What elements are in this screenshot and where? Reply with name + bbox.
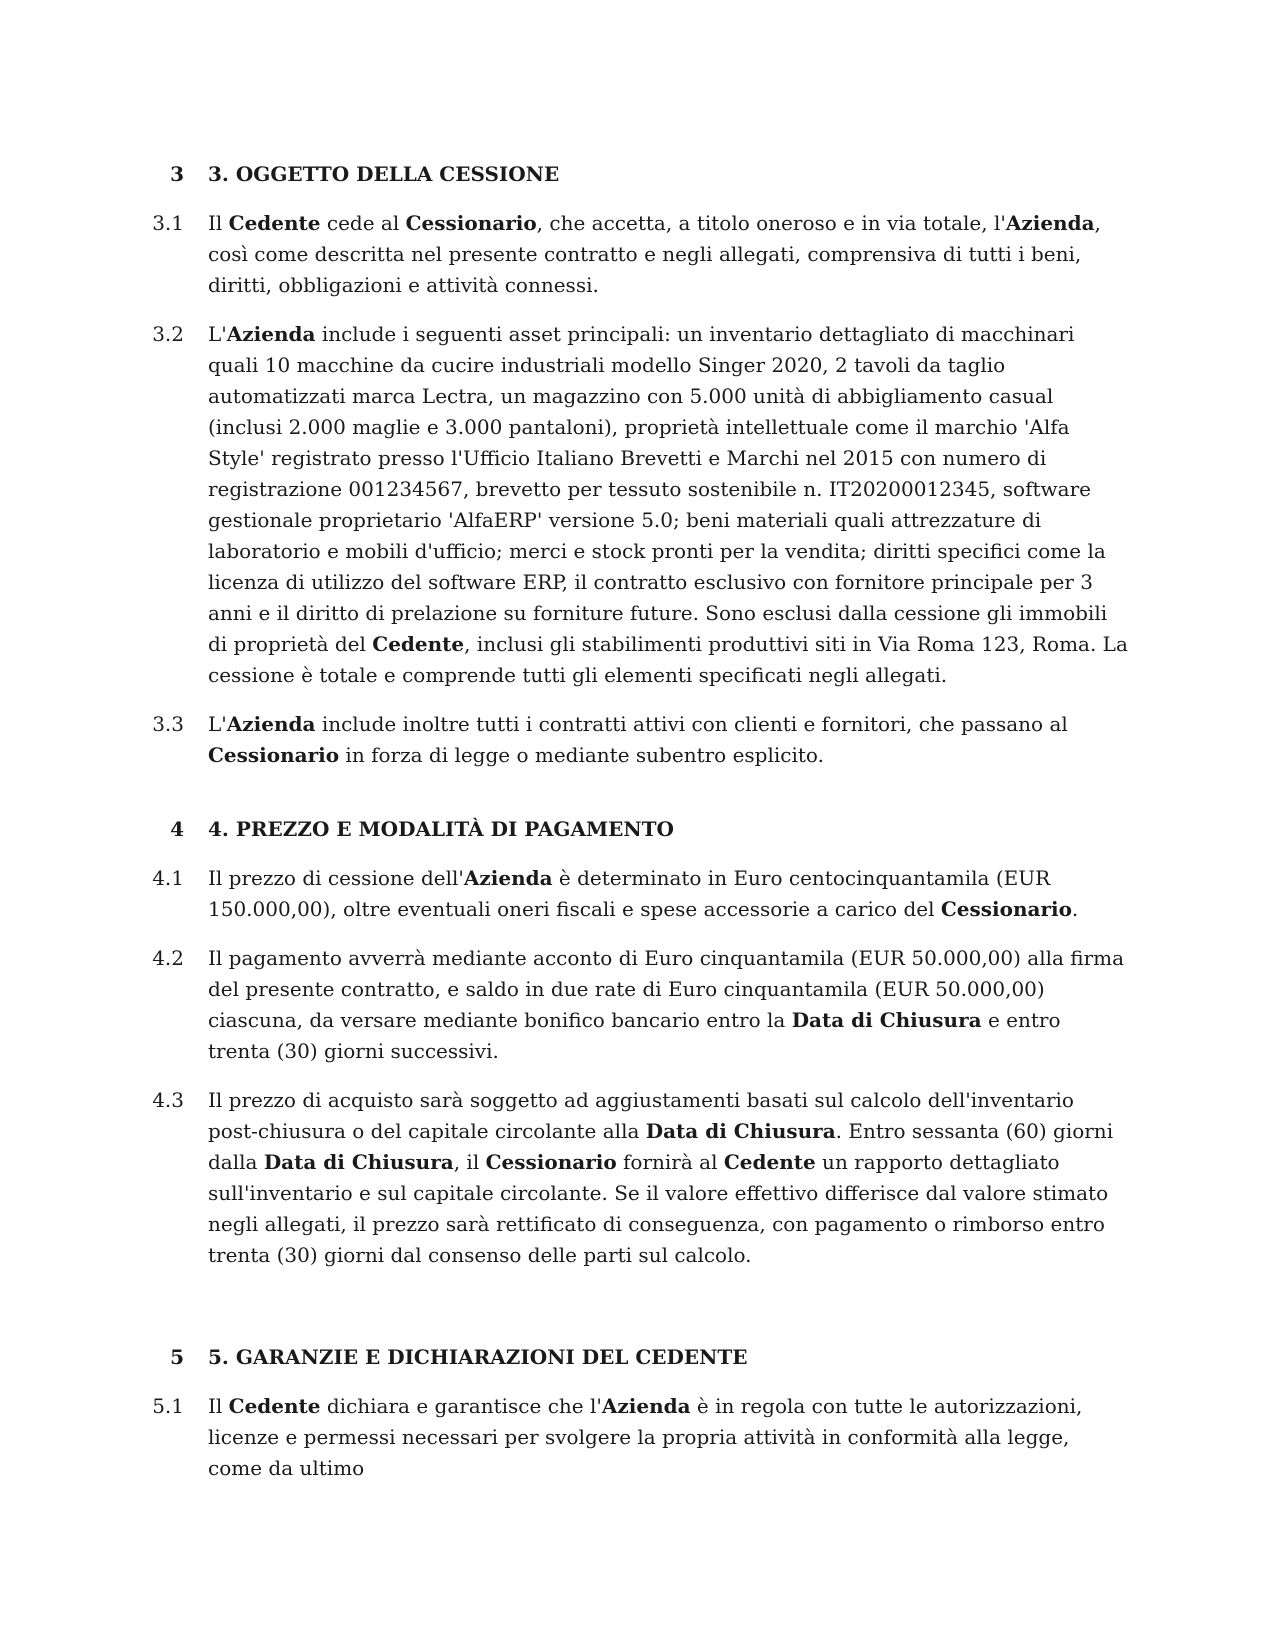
clause-3-3 <box>0 709 1275 771</box>
section-number: 3 <box>170 162 184 186</box>
clause-text <box>208 863 1128 925</box>
defined-term: Cessionario <box>485 1150 617 1174</box>
clause-number: 3.1 <box>152 211 184 235</box>
defined-term: Cedente <box>228 211 321 235</box>
defined-term: Azienda <box>226 712 316 736</box>
text-run: L' <box>208 712 227 736</box>
clause-4-3 <box>0 1085 1275 1271</box>
defined-term: Cedente <box>228 1394 321 1418</box>
text-run: è in regola con tutte le autorizzazioni, licenze e permessi necessari per svolgere la propria attività in conformità alla legge, come da ultimo <box>208 1394 1083 1480</box>
clause-5-1 <box>0 1391 1275 1484</box>
section-heading <box>0 813 1275 845</box>
defined-term: Data di Chiusura <box>645 1119 836 1143</box>
text-run: Il pagamento avverrà mediante acconto di Euro cinquantamila (EUR 50.000,00) alla firma del presente contratto, e saldo in due rate di Euro cinquantamila (EUR 50.000,00) ciascuna, da versare mediante bonifico bancario entro la <box>208 946 1125 1032</box>
defined-term: Azienda <box>226 322 316 346</box>
text-run: , il <box>453 1150 486 1174</box>
clause-number: 3.2 <box>152 322 184 346</box>
defined-term: Cedente <box>723 1150 816 1174</box>
defined-term: Cessionario <box>405 211 537 235</box>
clause-number: 4.1 <box>152 866 184 890</box>
clause-text <box>208 319 1128 691</box>
clause-number: 4.2 <box>152 946 184 970</box>
text-run: Il prezzo di cessione dell' <box>208 866 464 890</box>
text-run: , così come descritta nel presente contratto e negli allegati, comprensiva di tutti i beni, diritti, obbligazioni e attività connessi. <box>208 211 1101 297</box>
clause-text <box>208 1085 1128 1271</box>
section-4 <box>0 813 1275 1271</box>
defined-term: Cessionario <box>940 897 1072 921</box>
section-number: 4 <box>170 817 184 841</box>
text-run: Il <box>208 1394 229 1418</box>
text-run: , che accetta, a titolo oneroso e in via totale, l' <box>536 211 1006 235</box>
clause-3-1 <box>0 208 1275 301</box>
section-title: 5. GARANZIE E DICHIARAZIONI DEL CEDENTE <box>208 1345 748 1369</box>
clause-3-2 <box>0 319 1275 691</box>
text-run: in forza di legge o mediante subentro esplicito. <box>339 743 824 767</box>
defined-term: Data di Chiusura <box>263 1150 454 1174</box>
defined-term: Azienda <box>601 1394 691 1418</box>
text-run: . Entro sessanta (60) giorni dalla <box>208 1119 1114 1174</box>
section-number: 5 <box>170 1345 184 1369</box>
defined-term: Azienda <box>1005 211 1095 235</box>
text-run: Il prezzo di acquisto sarà soggetto ad aggiustamenti basati sul calcolo dell'inventario post-chiusura o del capitale circolante alla <box>208 1088 1074 1143</box>
section-title: 4. PREZZO E MODALITÀ DI PAGAMENTO <box>208 817 674 841</box>
section-title: 3. OGGETTO DELLA CESSIONE <box>208 162 560 186</box>
defined-term: Cessionario <box>208 743 340 767</box>
defined-term: Data di Chiusura <box>791 1008 982 1032</box>
clause-text <box>208 1391 1128 1484</box>
clause-text <box>208 709 1128 771</box>
text-run: include inoltre tutti i contratti attivi con clienti e fornitori, che passano al <box>315 712 1068 736</box>
text-run: fornirà al <box>616 1150 724 1174</box>
clause-4-2 <box>0 943 1275 1067</box>
clause-text <box>208 943 1128 1067</box>
text-run: e entro trenta (30) giorni successivi. <box>208 1008 1061 1063</box>
section-5 <box>0 1341 1275 1484</box>
section-heading <box>0 158 1275 190</box>
clause-number: 4.3 <box>152 1088 184 1112</box>
text-run: cede al <box>320 211 406 235</box>
section-3 <box>0 158 1275 771</box>
text-run: , inclusi gli stabilimenti produttivi siti in Via Roma 123, Roma. La cessione è totale e comprende tutti gli elementi specificati negli allegati. <box>208 632 1128 687</box>
text-run: dichiara e garantisce che l' <box>320 1394 602 1418</box>
defined-term: Cedente <box>372 632 465 656</box>
text-run: è determinato in Euro centocinquantamila (EUR 150.000,00), oltre eventuali oneri fiscali e spese accessorie a carico del <box>208 866 1051 921</box>
clause-4-1 <box>0 863 1275 925</box>
defined-term: Azienda <box>463 866 553 890</box>
clause-number: 3.3 <box>152 712 184 736</box>
text-run: . <box>1071 897 1079 921</box>
section-heading <box>0 1341 1275 1373</box>
text-run: un rapporto dettagliato sull'inventario e sul capitale circolante. Se il valore effettivo differisce dal valore stimato negli allegati, il prezzo sarà rettificato di conseguenza, con pagamento o rimborso entro trenta (30) giorni dal consenso delle parti sul calcolo. <box>208 1150 1109 1267</box>
text-run: Il <box>208 211 229 235</box>
text-run: L' <box>208 322 227 346</box>
clause-text <box>208 208 1128 301</box>
clause-number: 5.1 <box>152 1394 184 1418</box>
text-run: include i seguenti asset principali: un inventario dettagliato di macchinari quali 10 macchine da cucire industriali modello Singer 2020, 2 tavoli da taglio automatizzati marca Lectra, un magazzino con 5.000 unità di abbigliamento casual (inclusi 2.000 maglie e 3.000 pantaloni), proprietà intellettuale come il marchio 'Alfa Style' registrato presso l'Ufficio Italiano Brevetti e Marchi nel 2015 con numero di registrazione 001234567, brevetto per tessuto sostenibile n. IT20200012345, software gestionale proprietario 'AlfaERP' versione 5.0; beni materiali quali attrezzature di laboratorio e mobili d'ufficio; merci e stock pronti per la vendita; diritti specifici come la licenza di utilizzo del software ERP, il contratto esclusivo con fornitore principale per 3 anni e il diritto di prelazione su forniture future. Sono esclusi dalla cessione gli immobili di proprietà del <box>208 322 1108 656</box>
